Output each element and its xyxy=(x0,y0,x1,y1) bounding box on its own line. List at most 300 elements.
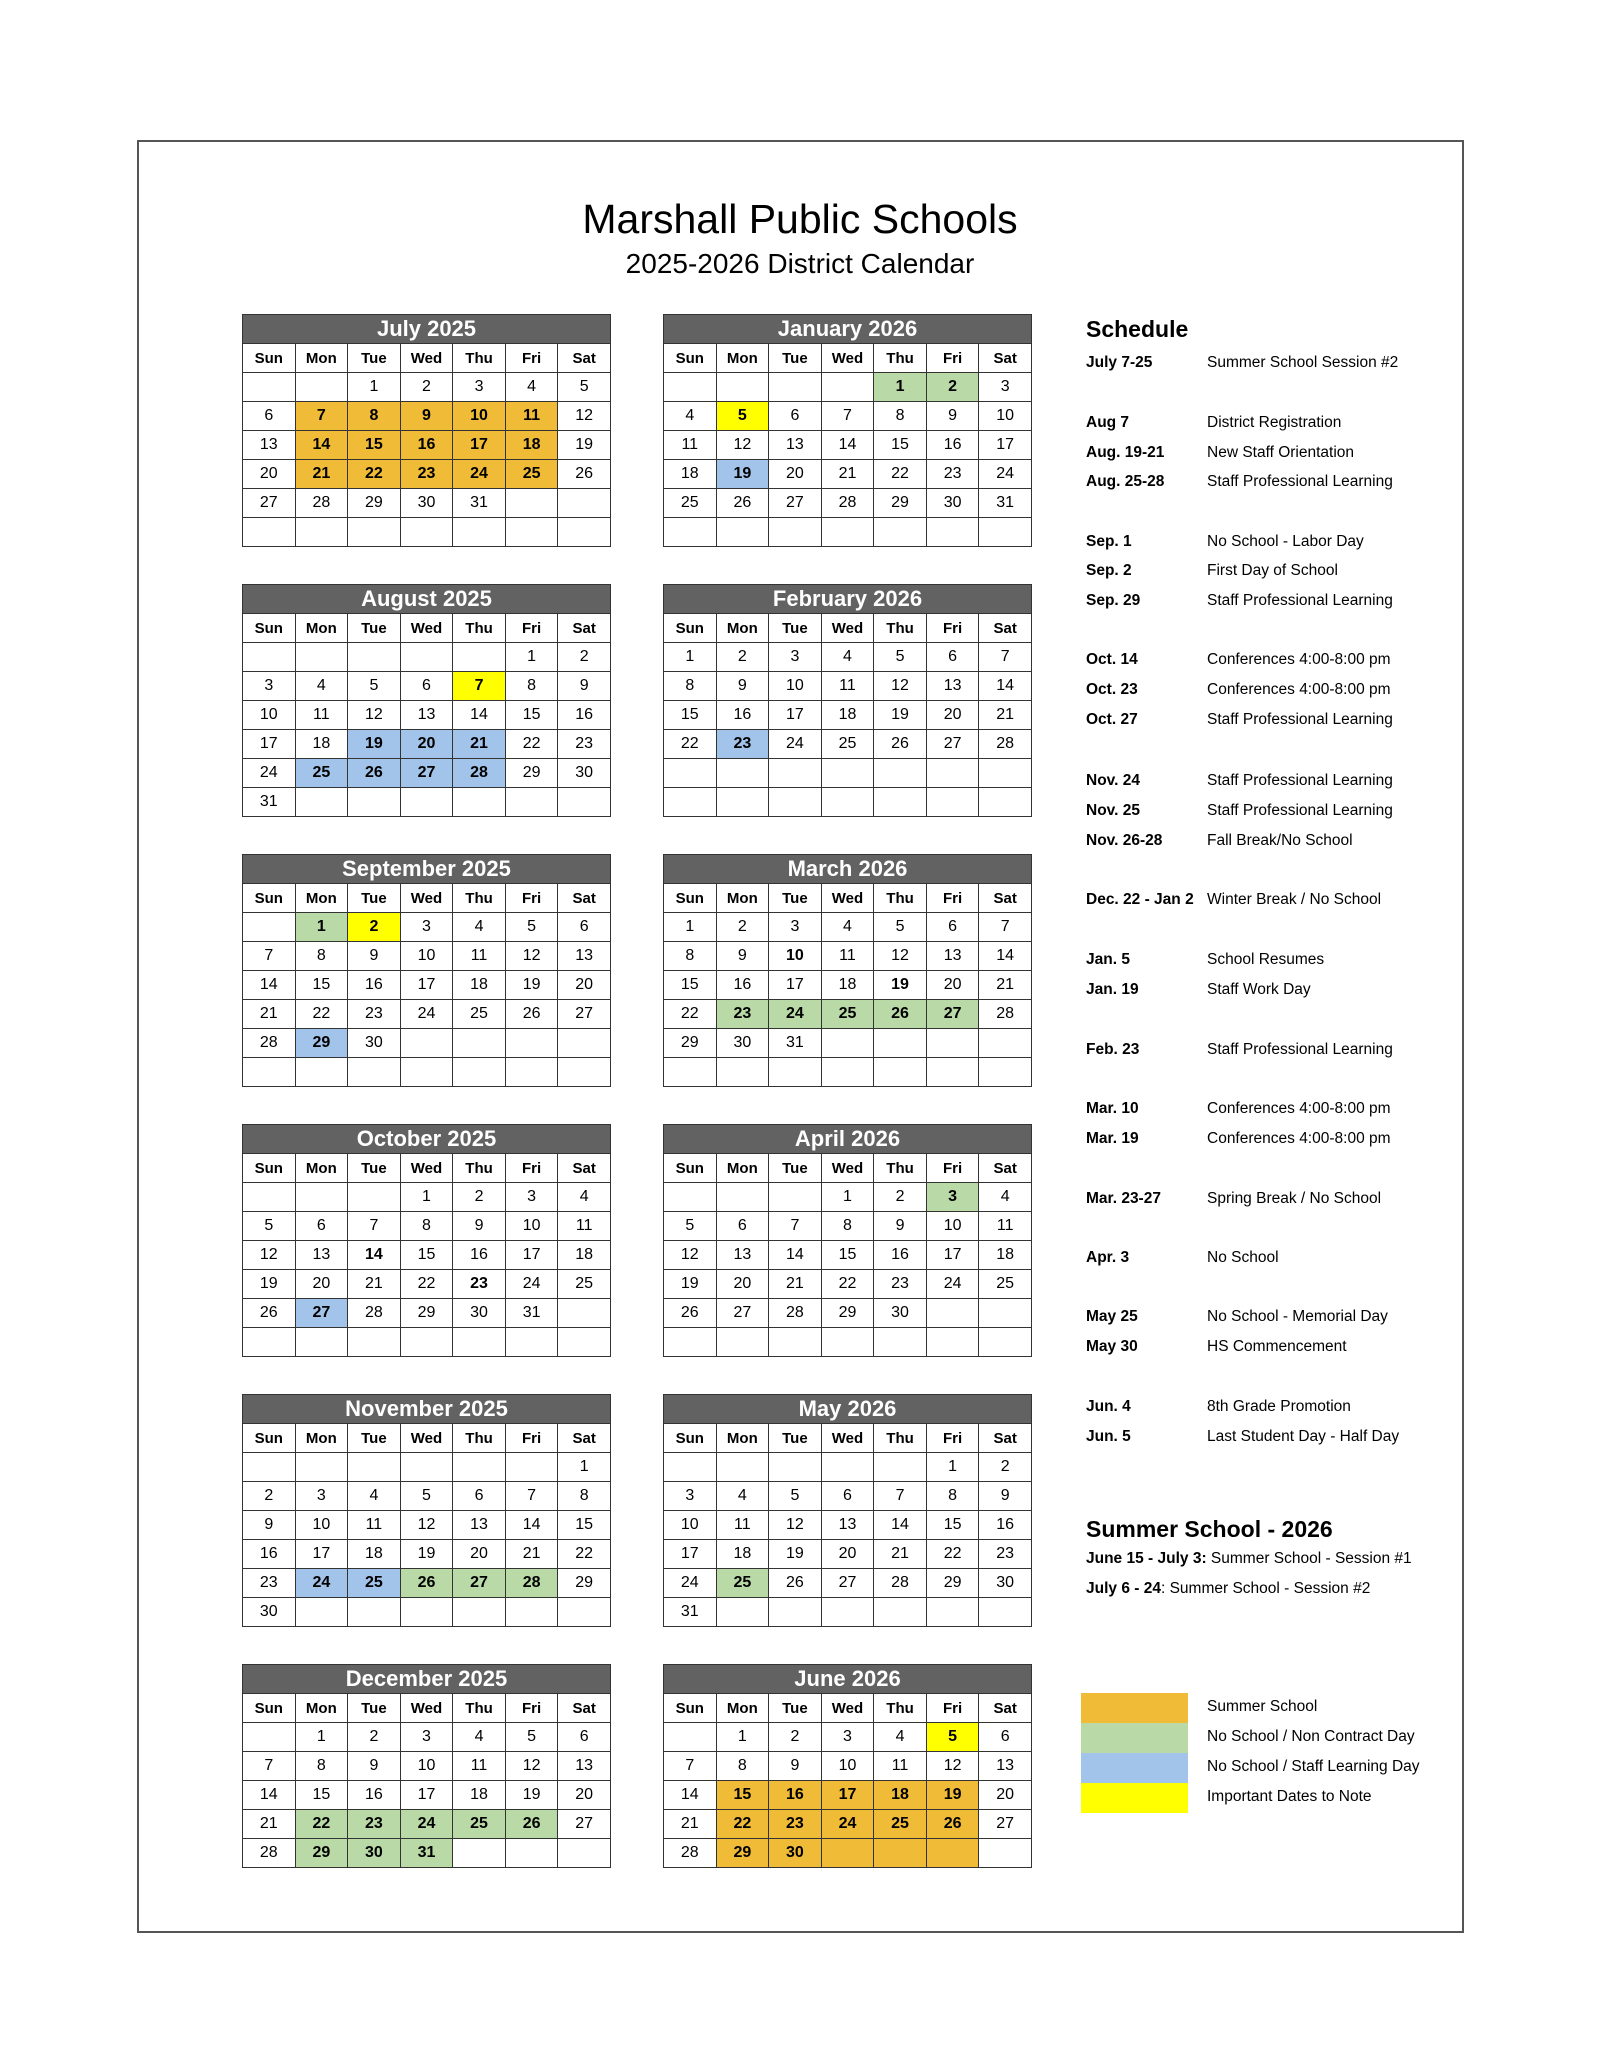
day-cell: 4 xyxy=(453,1723,506,1752)
day-cell: 2 xyxy=(348,1723,401,1752)
day-cell: 13 xyxy=(926,942,979,971)
day-cell: 31 xyxy=(453,489,506,518)
schedule-date: Jun. 4 xyxy=(1086,1398,1131,1415)
weekday-header: Wed xyxy=(821,1424,874,1453)
day-cell: 6 xyxy=(769,402,822,431)
day-cell: 9 xyxy=(243,1511,296,1540)
day-cell: 12 xyxy=(558,402,611,431)
day-cell: 6 xyxy=(295,1212,348,1241)
month-title: March 2026 xyxy=(664,855,1032,884)
day-cell: 22 xyxy=(558,1540,611,1569)
weekday-header: Sat xyxy=(558,1424,611,1453)
day-cell: 4 xyxy=(979,1183,1032,1212)
empty-cell xyxy=(558,1839,611,1868)
schedule-event: Conferences 4:00-8:00 pm xyxy=(1207,681,1391,698)
day-cell: 4 xyxy=(664,402,717,431)
weekday-header: Mon xyxy=(716,614,769,643)
day-cell: 8 xyxy=(926,1482,979,1511)
empty-cell xyxy=(979,1328,1032,1357)
weekday-header: Tue xyxy=(348,1154,401,1183)
empty-cell xyxy=(295,1453,348,1482)
day-cell: 30 xyxy=(979,1569,1032,1598)
day-cell: 3 xyxy=(453,373,506,402)
schedule-date: Feb. 23 xyxy=(1086,1041,1140,1058)
weekday-header: Thu xyxy=(874,1154,927,1183)
day-cell: 12 xyxy=(874,672,927,701)
day-cell: 24 xyxy=(821,1810,874,1839)
day-cell: 3 xyxy=(926,1183,979,1212)
weekday-header: Mon xyxy=(716,1424,769,1453)
week-row xyxy=(664,431,1032,460)
day-cell: 31 xyxy=(979,489,1032,518)
empty-cell xyxy=(769,1453,822,1482)
weekday-header: Sun xyxy=(664,614,717,643)
empty-cell xyxy=(558,1299,611,1328)
day-cell: 18 xyxy=(821,971,874,1000)
day-cell: 21 xyxy=(979,701,1032,730)
weekday-header: Fri xyxy=(926,1424,979,1453)
weekday-header: Sat xyxy=(979,1154,1032,1183)
week-row xyxy=(243,1598,611,1627)
day-cell: 8 xyxy=(664,672,717,701)
day-cell: 30 xyxy=(348,1839,401,1868)
day-cell: 2 xyxy=(400,373,453,402)
weekday-header: Wed xyxy=(400,1694,453,1723)
month-calendar xyxy=(663,314,1032,547)
empty-cell xyxy=(243,518,296,547)
empty-cell xyxy=(874,759,927,788)
empty-cell xyxy=(505,1029,558,1058)
day-cell: 17 xyxy=(453,431,506,460)
day-cell: 1 xyxy=(295,1723,348,1752)
day-cell: 6 xyxy=(926,643,979,672)
day-cell: 17 xyxy=(295,1540,348,1569)
schedule-date: Dec. 22 - Jan 2 xyxy=(1086,891,1194,908)
day-cell: 10 xyxy=(664,1511,717,1540)
day-cell: 10 xyxy=(453,402,506,431)
day-cell: 17 xyxy=(243,730,296,759)
week-row xyxy=(664,489,1032,518)
day-cell: 7 xyxy=(348,1212,401,1241)
empty-cell xyxy=(979,1058,1032,1087)
day-cell: 24 xyxy=(243,759,296,788)
summer-school-event: : Summer School - Session #2 xyxy=(1160,1580,1371,1597)
day-cell: 10 xyxy=(821,1752,874,1781)
day-cell: 19 xyxy=(664,1270,717,1299)
schedule-date: Mar. 23-27 xyxy=(1086,1190,1161,1207)
empty-cell xyxy=(821,788,874,817)
weekday-header: Fri xyxy=(926,884,979,913)
day-cell: 22 xyxy=(664,1000,717,1029)
empty-cell xyxy=(400,1029,453,1058)
day-cell: 23 xyxy=(926,460,979,489)
week-row xyxy=(664,460,1032,489)
day-cell: 21 xyxy=(243,1810,296,1839)
day-cell: 12 xyxy=(926,1752,979,1781)
empty-cell xyxy=(664,373,717,402)
weekday-header: Wed xyxy=(821,884,874,913)
day-cell: 27 xyxy=(295,1299,348,1328)
schedule-date: Sep. 29 xyxy=(1086,592,1141,609)
day-cell: 26 xyxy=(505,1000,558,1029)
day-cell: 14 xyxy=(979,672,1032,701)
day-cell: 6 xyxy=(243,402,296,431)
empty-cell xyxy=(348,1183,401,1212)
day-cell: 12 xyxy=(505,1752,558,1781)
day-cell: 15 xyxy=(558,1511,611,1540)
day-cell: 9 xyxy=(979,1482,1032,1511)
weekday-header: Sat xyxy=(558,884,611,913)
day-cell: 5 xyxy=(243,1212,296,1241)
schedule-date: Oct. 14 xyxy=(1086,651,1138,668)
empty-cell xyxy=(926,1058,979,1087)
day-cell: 14 xyxy=(505,1511,558,1540)
day-cell: 14 xyxy=(243,1781,296,1810)
schedule-event: Staff Professional Learning xyxy=(1207,802,1393,819)
day-cell: 19 xyxy=(769,1540,822,1569)
empty-cell xyxy=(926,1299,979,1328)
schedule-date: July 7-25 xyxy=(1086,354,1153,371)
day-cell: 22 xyxy=(505,730,558,759)
day-cell: 18 xyxy=(821,701,874,730)
week-row xyxy=(664,1540,1032,1569)
day-cell: 8 xyxy=(664,942,717,971)
weekday-header: Wed xyxy=(821,614,874,643)
day-cell: 19 xyxy=(874,701,927,730)
week-row xyxy=(664,1511,1032,1540)
week-row xyxy=(664,643,1032,672)
day-cell: 31 xyxy=(664,1598,717,1627)
day-cell: 7 xyxy=(979,913,1032,942)
day-cell: 20 xyxy=(400,730,453,759)
empty-cell xyxy=(453,1839,506,1868)
day-cell: 20 xyxy=(926,701,979,730)
day-cell: 5 xyxy=(769,1482,822,1511)
day-cell: 29 xyxy=(505,759,558,788)
schedule-event: New Staff Orientation xyxy=(1207,444,1355,461)
day-cell: 11 xyxy=(453,942,506,971)
day-cell: 8 xyxy=(821,1212,874,1241)
day-cell: 10 xyxy=(295,1511,348,1540)
weekday-header: Thu xyxy=(453,1424,506,1453)
weekday-header: Mon xyxy=(295,344,348,373)
month-calendar xyxy=(663,854,1032,1087)
empty-cell xyxy=(505,1598,558,1627)
schedule-event: Winter Break / No School xyxy=(1207,891,1382,908)
day-cell: 13 xyxy=(295,1241,348,1270)
day-cell: 15 xyxy=(505,701,558,730)
month-calendar xyxy=(242,1394,611,1627)
day-cell: 4 xyxy=(505,373,558,402)
day-cell: 8 xyxy=(505,672,558,701)
empty-cell xyxy=(453,788,506,817)
empty-cell xyxy=(453,1453,506,1482)
weekday-header: Thu xyxy=(453,614,506,643)
day-cell: 29 xyxy=(874,489,927,518)
weekday-header: Thu xyxy=(453,344,506,373)
empty-cell xyxy=(558,1029,611,1058)
day-cell: 3 xyxy=(400,1723,453,1752)
weekday-header: Fri xyxy=(926,1694,979,1723)
empty-cell xyxy=(348,518,401,547)
day-cell: 7 xyxy=(453,672,506,701)
day-cell: 1 xyxy=(664,913,717,942)
schedule-date: Nov. 26-28 xyxy=(1086,832,1163,849)
day-cell: 28 xyxy=(979,730,1032,759)
day-cell: 6 xyxy=(979,1723,1032,1752)
week-row xyxy=(664,1781,1032,1810)
week-row xyxy=(243,518,611,547)
empty-cell xyxy=(400,1598,453,1627)
day-cell: 21 xyxy=(821,460,874,489)
week-row xyxy=(243,1212,611,1241)
day-cell: 19 xyxy=(400,1540,453,1569)
empty-cell xyxy=(243,1723,296,1752)
empty-cell xyxy=(821,1453,874,1482)
week-row xyxy=(664,759,1032,788)
empty-cell xyxy=(664,1058,717,1087)
day-cell: 19 xyxy=(505,971,558,1000)
empty-cell xyxy=(716,1183,769,1212)
day-cell: 21 xyxy=(769,1270,822,1299)
day-cell: 26 xyxy=(243,1299,296,1328)
empty-cell xyxy=(558,1328,611,1357)
month-calendar xyxy=(663,1664,1032,1868)
day-cell: 16 xyxy=(400,431,453,460)
weekday-header: Tue xyxy=(348,344,401,373)
month-title: August 2025 xyxy=(243,585,611,614)
day-cell: 16 xyxy=(769,1781,822,1810)
weekday-header: Tue xyxy=(348,884,401,913)
week-row xyxy=(664,1723,1032,1752)
day-cell: 25 xyxy=(558,1270,611,1299)
week-row xyxy=(243,788,611,817)
week-row xyxy=(243,1752,611,1781)
empty-cell xyxy=(716,518,769,547)
schedule-event: Conferences 4:00-8:00 pm xyxy=(1207,651,1391,668)
day-cell: 17 xyxy=(664,1540,717,1569)
day-cell: 11 xyxy=(558,1212,611,1241)
weekday-header: Wed xyxy=(400,1154,453,1183)
day-cell: 11 xyxy=(874,1752,927,1781)
day-cell: 4 xyxy=(716,1482,769,1511)
day-cell: 2 xyxy=(874,1183,927,1212)
empty-cell xyxy=(505,1839,558,1868)
empty-cell xyxy=(558,1598,611,1627)
weekday-header: Fri xyxy=(926,1154,979,1183)
day-cell: 23 xyxy=(453,1270,506,1299)
week-row xyxy=(243,460,611,489)
schedule-event: Staff Professional Learning xyxy=(1207,711,1393,728)
month-calendar xyxy=(663,584,1032,817)
weekday-header: Fri xyxy=(505,1694,558,1723)
day-cell: 12 xyxy=(348,701,401,730)
day-cell: 10 xyxy=(926,1212,979,1241)
day-cell: 26 xyxy=(400,1569,453,1598)
empty-cell xyxy=(453,643,506,672)
day-cell: 31 xyxy=(769,1029,822,1058)
empty-cell xyxy=(348,1328,401,1357)
empty-cell xyxy=(979,1299,1032,1328)
weekday-header: Thu xyxy=(874,1694,927,1723)
week-row xyxy=(243,1839,611,1868)
day-cell: 11 xyxy=(348,1511,401,1540)
day-cell: 1 xyxy=(295,913,348,942)
day-cell: 25 xyxy=(295,759,348,788)
month-calendar xyxy=(242,584,611,817)
empty-cell xyxy=(295,1183,348,1212)
empty-cell xyxy=(664,788,717,817)
day-cell: 20 xyxy=(558,1781,611,1810)
schedule-date: Aug. 19-21 xyxy=(1086,444,1165,461)
month-title: June 2026 xyxy=(664,1665,1032,1694)
day-cell: 17 xyxy=(400,1781,453,1810)
day-cell: 6 xyxy=(821,1482,874,1511)
legend-label: No School / Staff Learning Day xyxy=(1207,1758,1420,1775)
week-row xyxy=(664,518,1032,547)
day-cell: 15 xyxy=(926,1511,979,1540)
summer-school-event: Summer School - Session #1 xyxy=(1206,1550,1412,1567)
weekday-header: Tue xyxy=(769,884,822,913)
day-cell: 14 xyxy=(453,701,506,730)
empty-cell xyxy=(453,1598,506,1627)
weekday-header: Mon xyxy=(716,884,769,913)
day-cell: 18 xyxy=(453,1781,506,1810)
empty-cell xyxy=(505,518,558,547)
day-cell: 29 xyxy=(716,1839,769,1868)
empty-cell xyxy=(874,1598,927,1627)
empty-cell xyxy=(664,1453,717,1482)
day-cell: 19 xyxy=(558,431,611,460)
schedule-date: Oct. 27 xyxy=(1086,711,1138,728)
summer-school-item xyxy=(1086,1550,1412,1568)
week-row xyxy=(664,971,1032,1000)
day-cell: 25 xyxy=(505,460,558,489)
schedule-date: Mar. 10 xyxy=(1086,1100,1139,1117)
week-row xyxy=(243,431,611,460)
weekday-header: Thu xyxy=(874,614,927,643)
day-cell: 5 xyxy=(505,1723,558,1752)
day-cell: 30 xyxy=(400,489,453,518)
day-cell: 3 xyxy=(400,913,453,942)
day-cell: 23 xyxy=(558,730,611,759)
day-cell: 27 xyxy=(979,1810,1032,1839)
day-cell: 9 xyxy=(348,1752,401,1781)
week-row xyxy=(664,1752,1032,1781)
day-cell: 27 xyxy=(716,1299,769,1328)
day-cell: 27 xyxy=(400,759,453,788)
weekday-header: Thu xyxy=(874,884,927,913)
weekday-header: Sat xyxy=(558,1694,611,1723)
schedule-date: Apr. 3 xyxy=(1086,1249,1130,1266)
day-cell: 29 xyxy=(926,1569,979,1598)
day-cell: 19 xyxy=(348,730,401,759)
weekday-header: Sun xyxy=(243,614,296,643)
schedule-event: No School - Labor Day xyxy=(1207,533,1364,550)
day-cell: 9 xyxy=(453,1212,506,1241)
day-cell: 17 xyxy=(979,431,1032,460)
day-cell: 16 xyxy=(558,701,611,730)
weekday-header: Fri xyxy=(926,344,979,373)
day-cell: 26 xyxy=(926,1810,979,1839)
day-cell: 3 xyxy=(821,1723,874,1752)
empty-cell xyxy=(400,1453,453,1482)
day-cell: 2 xyxy=(769,1723,822,1752)
empty-cell xyxy=(664,1328,717,1357)
day-cell: 12 xyxy=(664,1241,717,1270)
day-cell: 24 xyxy=(664,1569,717,1598)
day-cell: 10 xyxy=(769,672,822,701)
week-row xyxy=(243,1058,611,1087)
week-row xyxy=(664,373,1032,402)
empty-cell xyxy=(769,1058,822,1087)
day-cell: 24 xyxy=(769,1000,822,1029)
empty-cell xyxy=(558,788,611,817)
empty-cell xyxy=(926,759,979,788)
day-cell: 14 xyxy=(243,971,296,1000)
week-row xyxy=(243,1723,611,1752)
day-cell: 23 xyxy=(979,1540,1032,1569)
week-row xyxy=(243,1482,611,1511)
month-calendar xyxy=(242,854,611,1087)
weekday-header: Sun xyxy=(664,1424,717,1453)
empty-cell xyxy=(348,1058,401,1087)
day-cell: 11 xyxy=(664,431,717,460)
weekday-header: Tue xyxy=(769,344,822,373)
day-cell: 14 xyxy=(664,1781,717,1810)
week-row xyxy=(243,643,611,672)
weekday-header: Sun xyxy=(664,884,717,913)
day-cell: 18 xyxy=(716,1540,769,1569)
day-cell: 15 xyxy=(716,1781,769,1810)
day-cell: 29 xyxy=(295,1029,348,1058)
empty-cell xyxy=(558,1058,611,1087)
page-subtitle: 2025-2026 District Calendar xyxy=(625,248,975,279)
day-cell: 24 xyxy=(400,1000,453,1029)
month-calendar xyxy=(242,314,611,547)
day-cell: 29 xyxy=(348,489,401,518)
week-row xyxy=(243,1299,611,1328)
schedule-event: Staff Professional Learning xyxy=(1207,473,1393,490)
day-cell: 21 xyxy=(243,1000,296,1029)
day-cell: 10 xyxy=(243,701,296,730)
week-row xyxy=(664,942,1032,971)
empty-cell xyxy=(979,1598,1032,1627)
empty-cell xyxy=(716,1058,769,1087)
empty-cell xyxy=(874,788,927,817)
day-cell: 29 xyxy=(400,1299,453,1328)
weekday-header: Sat xyxy=(979,614,1032,643)
month-title: February 2026 xyxy=(664,585,1032,614)
day-cell: 6 xyxy=(453,1482,506,1511)
week-row xyxy=(243,1241,611,1270)
empty-cell xyxy=(295,1328,348,1357)
schedule-event: Last Student Day - Half Day xyxy=(1207,1428,1400,1445)
empty-cell xyxy=(821,1029,874,1058)
week-row xyxy=(664,1241,1032,1270)
day-cell: 25 xyxy=(664,489,717,518)
day-cell: 28 xyxy=(769,1299,822,1328)
week-row xyxy=(243,1511,611,1540)
empty-cell xyxy=(979,1839,1032,1868)
page-title: Marshall Public Schools xyxy=(582,196,1018,242)
day-cell: 14 xyxy=(979,942,1032,971)
day-cell: 12 xyxy=(874,942,927,971)
weekday-header: Fri xyxy=(926,614,979,643)
weekday-header: Fri xyxy=(505,344,558,373)
schedule-date: Sep. 2 xyxy=(1086,562,1132,579)
empty-cell xyxy=(716,1598,769,1627)
